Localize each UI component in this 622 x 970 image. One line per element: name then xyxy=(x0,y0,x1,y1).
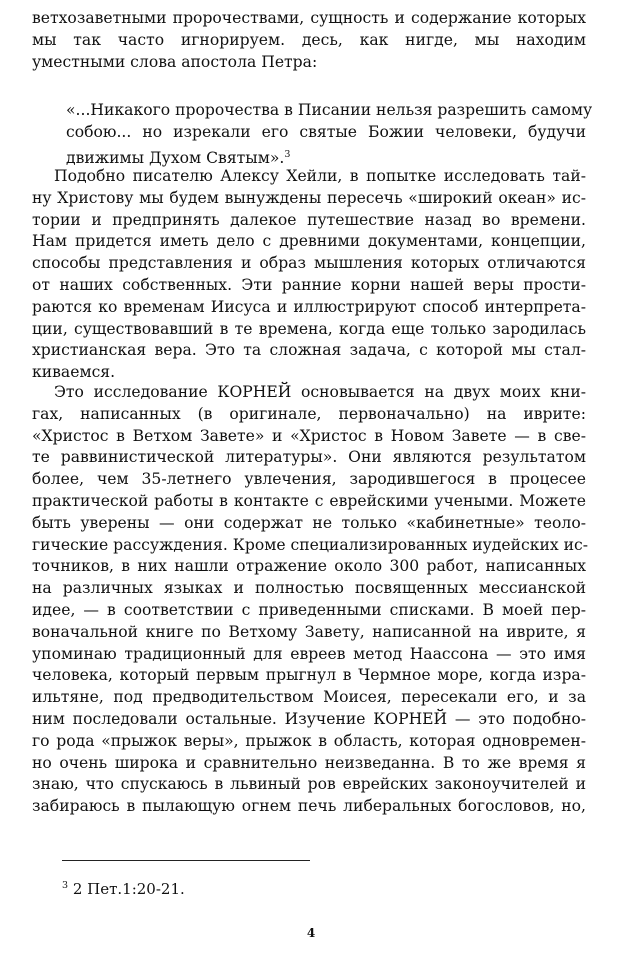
text-line: идее, — в соответствии с приведенными списками. В моей пер- xyxy=(32,600,586,619)
text-line: мы так часто игнорируем. десь, как нигде, мы находим xyxy=(32,30,586,49)
text-line: упоминаю традиционный для евреев метод Наассона — это имя xyxy=(32,644,586,663)
text-line: ним последовали остальные. Изучение КОРНЕЙ — это подобно- xyxy=(32,709,586,728)
text-line: ции, существовавший в те времена, когда еще только зародилась xyxy=(32,319,586,338)
text-line: те раввинистической литературы». Они являются результатом xyxy=(32,448,586,467)
text-line: точников, в них нашли отражение около 300 работ, написанных xyxy=(32,557,586,576)
text-line: на различных языках и полностью посвященных мессианской xyxy=(32,579,586,598)
footnote-divider xyxy=(62,860,310,861)
text-line: гические рассуждения. Кроме специализированных иудейских ис- xyxy=(32,535,589,554)
text-line: раются ко временам Иисуса и иллюстрируют способ интерпрета- xyxy=(32,297,586,316)
text-line: Подобно писателю Алексу Хейли, в попытке исследовать тай- xyxy=(54,167,586,185)
footnote-text: 2 Пет.1:20-21. xyxy=(68,880,185,898)
text-line: забираюсь в пылающую огнем печь либеральных богословов, но, xyxy=(32,797,586,816)
text-line: го рода «прыжок веры», прыжок в область, которая одновремен- xyxy=(32,731,586,750)
text-line: тории и предпринять далекое путешествие назад во времени. xyxy=(32,210,586,229)
footnote-marker: 3 xyxy=(62,880,69,891)
text-line: «Христос в Ветхом Завете» и «Христос в Новом Завете — в све- xyxy=(32,426,586,445)
text-line: но очень широка и сравнительно неизведанна. В то же время я xyxy=(32,753,586,772)
footnote-reference: 3 xyxy=(284,148,291,160)
text-line: Нам придется иметь дело с древними документами, концепции, xyxy=(32,232,586,251)
paragraph-1 xyxy=(32,166,586,384)
text-line: воначальной книге по Ветхому Завету, написанной на иврите, я xyxy=(32,622,586,641)
text-line: ветхозаветными пророчествами, сущность и содержание которых xyxy=(32,9,586,27)
text-line: ильтяне, под предводительством Моисея, пересекали его, и за xyxy=(32,688,586,707)
paragraph-2 xyxy=(32,382,589,818)
text-line: более, чем 35-летнего увлечения, зародившегося в процесее xyxy=(32,470,586,489)
text-line: Это исследование КОРНЕЙ основывается на двух моих кни- xyxy=(54,383,586,401)
intro-paragraph xyxy=(32,8,586,73)
page-number: 4 xyxy=(306,926,316,940)
text-line: собою... но изрекали его святые Божии человеки, будучи xyxy=(66,122,586,141)
text-line: способы представления и образ мышления которых отличаются xyxy=(32,254,586,273)
footnote xyxy=(62,876,185,899)
text-line: ну Христову мы будем вынуждены пересечь «широкий океан» ис- xyxy=(32,188,586,207)
text-line: человека, который первым прыгнул в Чермное море, когда изра- xyxy=(32,666,586,685)
quote-end-text: движимы Духом Святым». xyxy=(66,148,285,167)
text-line: от наших собственных. Эти ранние корни нашей веры прости- xyxy=(32,275,586,294)
scripture-quote xyxy=(66,100,593,169)
text-line: быть уверены — они содержат не только «кабинетные» теоло- xyxy=(32,513,586,532)
text-line: гах, написанных (в оригинале, первоначально) на иврите: xyxy=(32,404,586,423)
text-line: христианская вера. Это та сложная задача, с которой мы стал- xyxy=(32,341,586,360)
text-line: уместными слова апостола Петра: xyxy=(32,52,318,71)
text-line: знаю, что спускаюсь в львиный ров еврейских законоучителей и xyxy=(32,775,586,794)
text-line: практической работы в контакте с еврейскими учеными. Можете xyxy=(32,491,586,510)
text-line: «...Никакого пророчества в Писании нельзя разрешить самому xyxy=(66,101,593,119)
text-line: киваемся. xyxy=(32,363,116,382)
